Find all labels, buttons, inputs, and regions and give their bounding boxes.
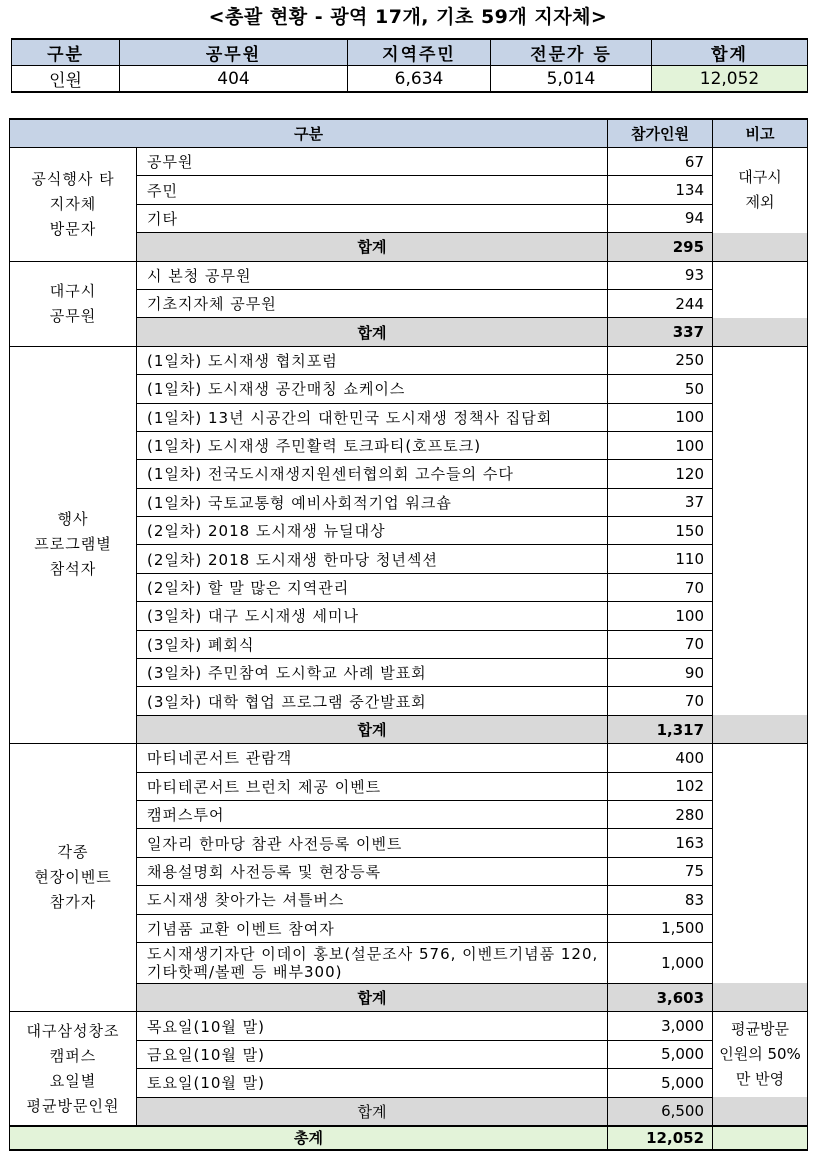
summary-header-row: [12, 39, 808, 66]
item-label: (3일차) 주민참여 도시학교 사례 발표회: [137, 659, 608, 687]
detail-item-row: [10, 744, 808, 772]
subtotal-value: 1,317: [608, 715, 713, 743]
item-value: 67: [608, 148, 713, 176]
subtotal-value: 295: [608, 233, 713, 261]
subtotal-label: 합계: [137, 1097, 608, 1126]
item-value: 70: [608, 630, 713, 658]
group-note-cell: 평균방문 인원의 50% 만 반영: [713, 1012, 808, 1097]
item-value: 150: [608, 517, 713, 545]
item-label: 채용설명회 사전등록 및 현장등록: [137, 857, 608, 885]
subtotal-label: 합계: [137, 318, 608, 346]
item-label: (3일차) 폐회식: [137, 630, 608, 658]
item-value: 90: [608, 659, 713, 687]
detail-header-count: 참가인원: [608, 119, 713, 148]
subtotal-label: 합계: [137, 233, 608, 261]
item-value: 120: [608, 460, 713, 488]
subtotal-value: 3,603: [608, 983, 713, 1011]
detail-item-row: [10, 1012, 808, 1040]
group-category-cell: 대구삼성창조 캠퍼스 요일별 평균방문인원: [10, 1012, 137, 1126]
subtotal-note-cell: [713, 715, 808, 743]
item-value: 75: [608, 857, 713, 885]
item-label: 시 본청 공무원: [137, 261, 608, 289]
summary-cell: 6,634: [348, 66, 491, 93]
item-value: 280: [608, 800, 713, 828]
item-label: 일자리 한마당 참관 사전등록 이벤트: [137, 829, 608, 857]
group-category-cell: 각종 현장이벤트 참가자: [10, 744, 137, 1012]
item-value: 134: [608, 176, 713, 204]
item-label: (2일차) 할 말 많은 지역관리: [137, 573, 608, 601]
detail-table: [9, 118, 808, 1151]
page-title: <총괄 현황 - 광역 17개, 기초 59개 지자체>: [208, 6, 608, 28]
item-label: (2일차) 2018 도시재생 뉴딜대상: [137, 517, 608, 545]
summary-header-cell: 지역주민: [348, 39, 491, 66]
item-label: 도시재생 찾아가는 셔틀버스: [137, 886, 608, 914]
item-value: 70: [608, 573, 713, 601]
detail-header-row: [10, 119, 808, 148]
summary-cell: 5,014: [491, 66, 652, 93]
item-label: (1일차) 국토교통형 예비사회적기업 워크숍: [137, 488, 608, 516]
summary-header-cell: 전문가 등: [491, 39, 652, 66]
subtotal-note-cell: [713, 983, 808, 1011]
item-value: 400: [608, 744, 713, 772]
item-label: 기념품 교환 이벤트 참여자: [137, 914, 608, 942]
item-label: 기타: [137, 204, 608, 232]
item-value: 100: [608, 602, 713, 630]
summary-header-cell: 공무원: [120, 39, 348, 66]
item-label: (3일차) 대학 협업 프로그램 중간발표회: [137, 687, 608, 715]
item-value: 94: [608, 204, 713, 232]
item-label: (1일차) 도시재생 공간매칭 쇼케이스: [137, 375, 608, 403]
item-value: 5,000: [608, 1040, 713, 1068]
item-value: 83: [608, 886, 713, 914]
summary-table: [11, 38, 808, 93]
detail-header-category: 구분: [10, 119, 608, 148]
item-label: 금요일(10월 말): [137, 1040, 608, 1068]
item-label: (2일차) 2018 도시재생 한마당 청년섹션: [137, 545, 608, 573]
item-label: 캠퍼스투어: [137, 800, 608, 828]
subtotal-label: 합계: [137, 983, 608, 1011]
subtotal-note-cell: [713, 318, 808, 346]
group-category-cell: 대구시 공무원: [10, 261, 137, 346]
group-note-cell: [713, 261, 808, 318]
item-value: 244: [608, 289, 713, 317]
item-label: (1일차) 전국도시재생지원센터협의회 고수들의 수다: [137, 460, 608, 488]
item-value: 5,000: [608, 1069, 713, 1097]
summary-total-cell: 12,052: [652, 66, 808, 93]
item-value: 110: [608, 545, 713, 573]
group-note-cell: 대구시 제외: [713, 148, 808, 233]
subtotal-label: 합계: [137, 715, 608, 743]
subtotal-note-cell: [713, 1097, 808, 1126]
item-label: (1일차) 도시재생 주민활력 토크파티(호프토크): [137, 431, 608, 459]
grand-total-label: 총계: [10, 1126, 608, 1150]
subtotal-value: 6,500: [608, 1097, 713, 1126]
item-value: 50: [608, 375, 713, 403]
detail-item-row: [10, 148, 808, 176]
item-value: 102: [608, 772, 713, 800]
item-label: 마티테콘서트 브런치 제공 이벤트: [137, 772, 608, 800]
item-label: (3일차) 대구 도시재생 세미나: [137, 602, 608, 630]
summary-cell: 404: [120, 66, 348, 93]
item-value: 3,000: [608, 1012, 713, 1040]
detail-item-row: [10, 261, 808, 289]
item-value: 93: [608, 261, 713, 289]
item-value: 163: [608, 829, 713, 857]
summary-cell: 인원: [12, 66, 120, 93]
item-label: 마티네콘서트 관람객: [137, 744, 608, 772]
subtotal-note-cell: [713, 233, 808, 261]
item-label: (1일차) 도시재생 협치포럼: [137, 346, 608, 374]
item-label: (1일차) 13년 시공간의 대한민국 도시재생 정책사 집담회: [137, 403, 608, 431]
item-value: 100: [608, 431, 713, 459]
item-value: 70: [608, 687, 713, 715]
item-value: 100: [608, 403, 713, 431]
grand-total-value: 12,052: [608, 1126, 713, 1150]
group-note-cell: [713, 744, 808, 984]
grand-total-row: [10, 1126, 808, 1150]
summary-header-cell: 구분: [12, 39, 120, 66]
item-label: 도시재생기자단 이데이 홍보(설문조사 576, 이벤트기념품 120, 기타핫펙/볼펜 등 배부300): [137, 942, 608, 983]
grand-total-note-cell: [713, 1126, 808, 1150]
item-label: 주민: [137, 176, 608, 204]
item-label: 목요일(10월 말): [137, 1012, 608, 1040]
item-value: 250: [608, 346, 713, 374]
summary-header-cell: 합계: [652, 39, 808, 66]
item-label: 기초지자체 공무원: [137, 289, 608, 317]
group-category-cell: 행사 프로그램별 참석자: [10, 346, 137, 743]
group-category-cell: 공식행사 타 지자체 방문자: [10, 148, 137, 262]
item-label: 토요일(10월 말): [137, 1069, 608, 1097]
group-note-cell: [713, 346, 808, 715]
subtotal-value: 337: [608, 318, 713, 346]
item-value: 1,000: [608, 942, 713, 983]
item-label: 공무원: [137, 148, 608, 176]
summary-data-row: [12, 66, 808, 93]
item-value: 1,500: [608, 914, 713, 942]
item-value: 37: [608, 488, 713, 516]
detail-header-note: 비고: [713, 119, 808, 148]
detail-item-row: [10, 346, 808, 374]
